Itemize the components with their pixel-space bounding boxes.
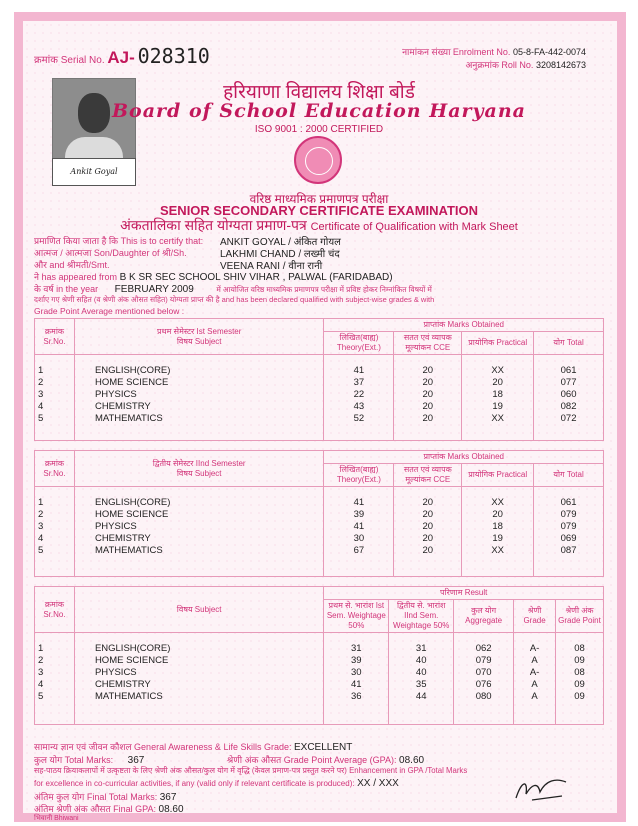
sem2-marks-header: प्राप्तांक Marks Obtained <box>324 451 604 464</box>
father-name: LAKHMI CHAND / लख्मी चंद <box>220 249 340 260</box>
iso-certification: ISO 9001 : 2000 CERTIFIED <box>254 124 384 135</box>
sem1-weightage: 30 <box>324 667 389 679</box>
grade-point: 08 <box>556 643 604 655</box>
cce: 20 <box>394 533 462 545</box>
grade: A <box>514 679 556 691</box>
roll-label: अनुक्रमांक Roll No. <box>465 60 534 70</box>
total: 087 <box>534 545 604 557</box>
subject: ENGLISH(CORE) <box>74 365 324 377</box>
enhancement-value: XX / XXX <box>357 778 399 789</box>
sr: 4 <box>35 401 75 413</box>
sr: 1 <box>35 365 75 377</box>
subject: ENGLISH(CORE) <box>74 497 324 509</box>
result-aggregate-header: कुल योग Aggregate <box>454 600 514 633</box>
subject: HOME SCIENCE <box>74 655 323 667</box>
total: 077 <box>534 377 604 389</box>
sem2-title: द्वितीय सेमेस्टर IInd Semester <box>152 458 246 468</box>
sr: 2 <box>35 377 75 389</box>
final-total-label: अंतिम कुल योग Final Total Marks: <box>34 792 158 802</box>
father-label: आत्मज / आत्मजा Son/Daughter of श्री/Sh. <box>34 248 187 258</box>
sem1-weightage: 31 <box>324 643 389 655</box>
photo-signature: Ankit Goyal <box>52 158 136 186</box>
sr: 3 <box>35 389 75 401</box>
exam-year: FEBRUARY 2009 <box>114 284 194 295</box>
result-gp-header: श्रेणी अंक Grade Point <box>556 600 604 633</box>
total: 069 <box>534 533 604 545</box>
sem1-title: प्रथम सेमेस्टर Ist Semester <box>157 326 242 336</box>
cce: 20 <box>394 413 462 425</box>
result-table <box>34 586 604 725</box>
table-row <box>35 509 604 521</box>
sem2-total-header: योग Total <box>534 464 604 487</box>
sr: 3 <box>35 667 75 679</box>
gpa-label: श्रेणी अंक औसत Grade Point Average (GPA): <box>226 755 397 765</box>
sem2-theory-header: लिखित(बाह्य) Theory(Ext.) <box>324 464 394 487</box>
mother-label: और and श्रीमती/Smt. <box>34 260 110 270</box>
cce: 20 <box>394 377 462 389</box>
enhancement-line-1: सह-पाठय क्रियाकलापों में उत्कृष्टता के लिए श्रेणी अंक औसत/कुल योग में वृद्धि (केवल प्रमाण-पत्र प्रस्तुत करने पर) Enhancement in GPA /Total Marks <box>34 766 468 775</box>
grade: A <box>514 655 556 667</box>
year-label: के वर्ष in the year <box>34 284 99 294</box>
practical: 18 <box>462 521 534 533</box>
result-grade-header: श्रेणी Grade <box>514 600 556 633</box>
subject: CHEMISTRY <box>74 401 324 413</box>
sr: 5 <box>35 691 75 703</box>
grade-point: 09 <box>556 691 604 703</box>
subject: PHYSICS <box>74 521 324 533</box>
serial-label: क्रमांक Serial No. <box>34 55 105 66</box>
final-total-value: 367 <box>159 792 177 803</box>
result-sem1-header: प्रथम से. भारांश Ist Sem. Weightage 50% <box>324 600 389 633</box>
table-row <box>35 533 604 545</box>
sem2-subject-label: विषय Subject <box>176 468 222 478</box>
practical: XX <box>462 497 534 509</box>
total: 061 <box>534 497 604 509</box>
practical: 20 <box>462 377 534 389</box>
sem1-cce-header: सतत एवं व्यापक मूल्यांकन CCE <box>394 332 462 355</box>
candidate-name: ANKIT GOYAL / अंकित गोयल <box>220 237 341 248</box>
roll-value: 3208142673 <box>535 60 586 70</box>
theory: 37 <box>324 377 394 389</box>
grade: A <box>514 691 556 703</box>
theory: 41 <box>324 497 394 509</box>
school-label: ने has appeared from <box>34 272 118 282</box>
sr: 5 <box>35 545 75 557</box>
gpa-value: 08.60 <box>399 755 425 766</box>
sem1-total-header: योग Total <box>534 332 604 355</box>
practical: 20 <box>462 509 534 521</box>
cce: 20 <box>394 509 462 521</box>
table-row <box>35 365 604 377</box>
table-row <box>35 521 604 533</box>
enrolment-value: 05-8-FA-442-0074 <box>512 47 586 57</box>
serial-prefix: AJ- <box>107 48 135 67</box>
exam-title-english: SENIOR SECONDARY CERTIFICATE EXAMINATION <box>159 203 479 218</box>
subject: PHYSICS <box>74 667 323 679</box>
sem2-table <box>34 450 604 577</box>
cce: 20 <box>394 365 462 377</box>
subject: ENGLISH(CORE) <box>74 643 323 655</box>
result-subject-header: विषय Subject <box>74 587 323 633</box>
table-row <box>35 401 604 413</box>
sem2-weightage: 40 <box>389 667 454 679</box>
awareness-label: सामान्य ज्ञान एवं जीवन कौशल General Awareness & Life Skills Grade: <box>34 742 292 752</box>
table-row <box>35 667 604 679</box>
aggregate: 079 <box>454 655 514 667</box>
table-row <box>35 497 604 509</box>
sem2-weightage: 40 <box>389 655 454 667</box>
sem1-table <box>34 318 604 441</box>
practical: XX <box>462 545 534 557</box>
certify-label: प्रमाणित किया जाता है कि This is to certify that: <box>34 236 204 246</box>
sem1-subject-label: विषय Subject <box>176 336 222 346</box>
school-name: B K SR SEC SCHOOL SHIV VIHAR , PALWAL (FARIDABAD) <box>119 272 393 283</box>
aggregate: 070 <box>454 667 514 679</box>
cce: 20 <box>394 401 462 413</box>
cce: 20 <box>394 521 462 533</box>
theory: 39 <box>324 509 394 521</box>
result-sem2-header: द्वितीय से. भारांश IInd Sem. Weightage 50% <box>389 600 454 633</box>
theory: 43 <box>324 401 394 413</box>
theory: 41 <box>324 521 394 533</box>
subject: PHYSICS <box>74 389 324 401</box>
table-row <box>35 691 604 703</box>
result-sr-header: क्रमांक Sr.No. <box>35 587 75 633</box>
controller-signature-icon <box>512 774 570 804</box>
awareness-value: EXCELLENT <box>293 742 353 753</box>
table-row <box>35 545 604 557</box>
sem2-sr-header: क्रमांक Sr.No. <box>35 451 75 487</box>
cert-title-hindi: अंकतालिका सहित योग्यता प्रमाण-पत्र <box>120 217 307 233</box>
table-row <box>35 679 604 691</box>
theory: 22 <box>324 389 394 401</box>
awareness-row <box>34 740 352 753</box>
practical: 19 <box>462 401 534 413</box>
sr: 5 <box>35 413 75 425</box>
sr: 3 <box>35 521 75 533</box>
sr: 4 <box>35 679 75 691</box>
sem1-weightage: 41 <box>324 679 389 691</box>
subject: CHEMISTRY <box>74 533 324 545</box>
cert-title-english: Certificate of Qualification with Mark Sheet <box>310 221 518 233</box>
enhancement-line-2: for excellence in co-curricular activities, if any (valid only if relevant certificate is produced): <box>34 779 355 788</box>
enrolment-label: नामांकन संख्या Enrolment No. <box>402 47 511 57</box>
certificate-title <box>0 216 638 235</box>
enrolment-block <box>350 46 586 72</box>
practical: XX <box>462 365 534 377</box>
passage-line-2: दर्शाए गए श्रेणी सहित (व श्रेणी अंक औसत सहित) योग्यता प्राप्त की है and has been declared qualified with subject-wise grades & with <box>34 295 435 304</box>
practical: 18 <box>462 389 534 401</box>
sr: 4 <box>35 533 75 545</box>
subject: MATHEMATICS <box>74 413 324 425</box>
theory: 67 <box>324 545 394 557</box>
total: 082 <box>534 401 604 413</box>
aggregate: 080 <box>454 691 514 703</box>
place-label: भिवानी Bhiwani <box>34 815 79 822</box>
grade: A- <box>514 643 556 655</box>
final-gpa-label: अंतिम श्रेणी अंक औसत Final GPA: <box>34 804 156 814</box>
final-gpa-value: 08.60 <box>158 804 184 815</box>
sem1-weightage: 36 <box>324 691 389 703</box>
total: 079 <box>534 521 604 533</box>
subject: CHEMISTRY <box>74 679 323 691</box>
passage-line-3: Grade Point Average mentioned below : <box>34 306 185 316</box>
cce: 20 <box>394 389 462 401</box>
sem2-weightage: 31 <box>389 643 454 655</box>
aggregate: 076 <box>454 679 514 691</box>
result-title: परिणाम Result <box>324 587 604 600</box>
practical: XX <box>462 413 534 425</box>
total: 072 <box>534 413 604 425</box>
sr: 1 <box>35 497 75 509</box>
sem2-practical-header: प्रायोगिक Practical <box>462 464 534 487</box>
subject: HOME SCIENCE <box>74 377 324 389</box>
sem1-practical-header: प्रायोगिक Practical <box>462 332 534 355</box>
total-marks-value: 367 <box>127 755 145 766</box>
board-name-hindi: हरियाणा विद्यालय शिक्षा बोर्ड <box>223 82 415 103</box>
aggregate: 062 <box>454 643 514 655</box>
table-row <box>35 655 604 667</box>
table-row <box>35 643 604 655</box>
sem2-cce-header: सतत एवं व्यापक मूल्यांकन CCE <box>394 464 462 487</box>
practical: 19 <box>462 533 534 545</box>
serial-block <box>34 44 210 68</box>
board-name-english: Board of School Education Haryana <box>111 100 526 122</box>
sem2-subject-header <box>74 451 324 487</box>
table-row <box>35 389 604 401</box>
board-seal-icon <box>294 136 342 184</box>
sem1-theory-header: लिखित(बाह्य) Theory(Ext.) <box>324 332 394 355</box>
grade: A- <box>514 667 556 679</box>
cce: 20 <box>394 497 462 509</box>
total: 060 <box>534 389 604 401</box>
sr: 2 <box>35 509 75 521</box>
grade-point: 09 <box>556 655 604 667</box>
theory: 41 <box>324 365 394 377</box>
totals-row <box>34 753 424 766</box>
subject: HOME SCIENCE <box>74 509 324 521</box>
sr: 2 <box>35 655 75 667</box>
serial-number: 028310 <box>137 44 210 68</box>
grade-point: 09 <box>556 679 604 691</box>
theory: 30 <box>324 533 394 545</box>
total: 061 <box>534 365 604 377</box>
passage-line-1: में आयोजित वरिष्ठ माध्यमिक प्रमाणपत्र परीक्षा में प्रविष्ट होकर निम्नांकित विषयों में <box>216 285 432 294</box>
subject: MATHEMATICS <box>74 691 323 703</box>
subject: MATHEMATICS <box>74 545 324 557</box>
cce: 20 <box>394 545 462 557</box>
sem1-sr-header: क्रमांक Sr.No. <box>35 319 75 355</box>
sem2-weightage: 44 <box>389 691 454 703</box>
grade-point: 08 <box>556 667 604 679</box>
sem2-weightage: 35 <box>389 679 454 691</box>
total-marks-label: कुल योग Total Marks: <box>34 755 114 765</box>
theory: 52 <box>324 413 394 425</box>
sem1-weightage: 39 <box>324 655 389 667</box>
mother-name: VEENA RANI / वीना रानी <box>220 261 323 272</box>
sem1-marks-header: प्राप्तांक Marks Obtained <box>324 319 604 332</box>
sem1-subject-header <box>74 319 324 355</box>
total: 079 <box>534 509 604 521</box>
exam-title-hindi: वरिष्ठ माध्यमिक प्रमाणपत्र परीक्षा <box>249 192 389 206</box>
enhancement-row <box>34 778 399 789</box>
table-row <box>35 377 604 389</box>
sr: 1 <box>35 643 75 655</box>
table-row <box>35 413 604 425</box>
